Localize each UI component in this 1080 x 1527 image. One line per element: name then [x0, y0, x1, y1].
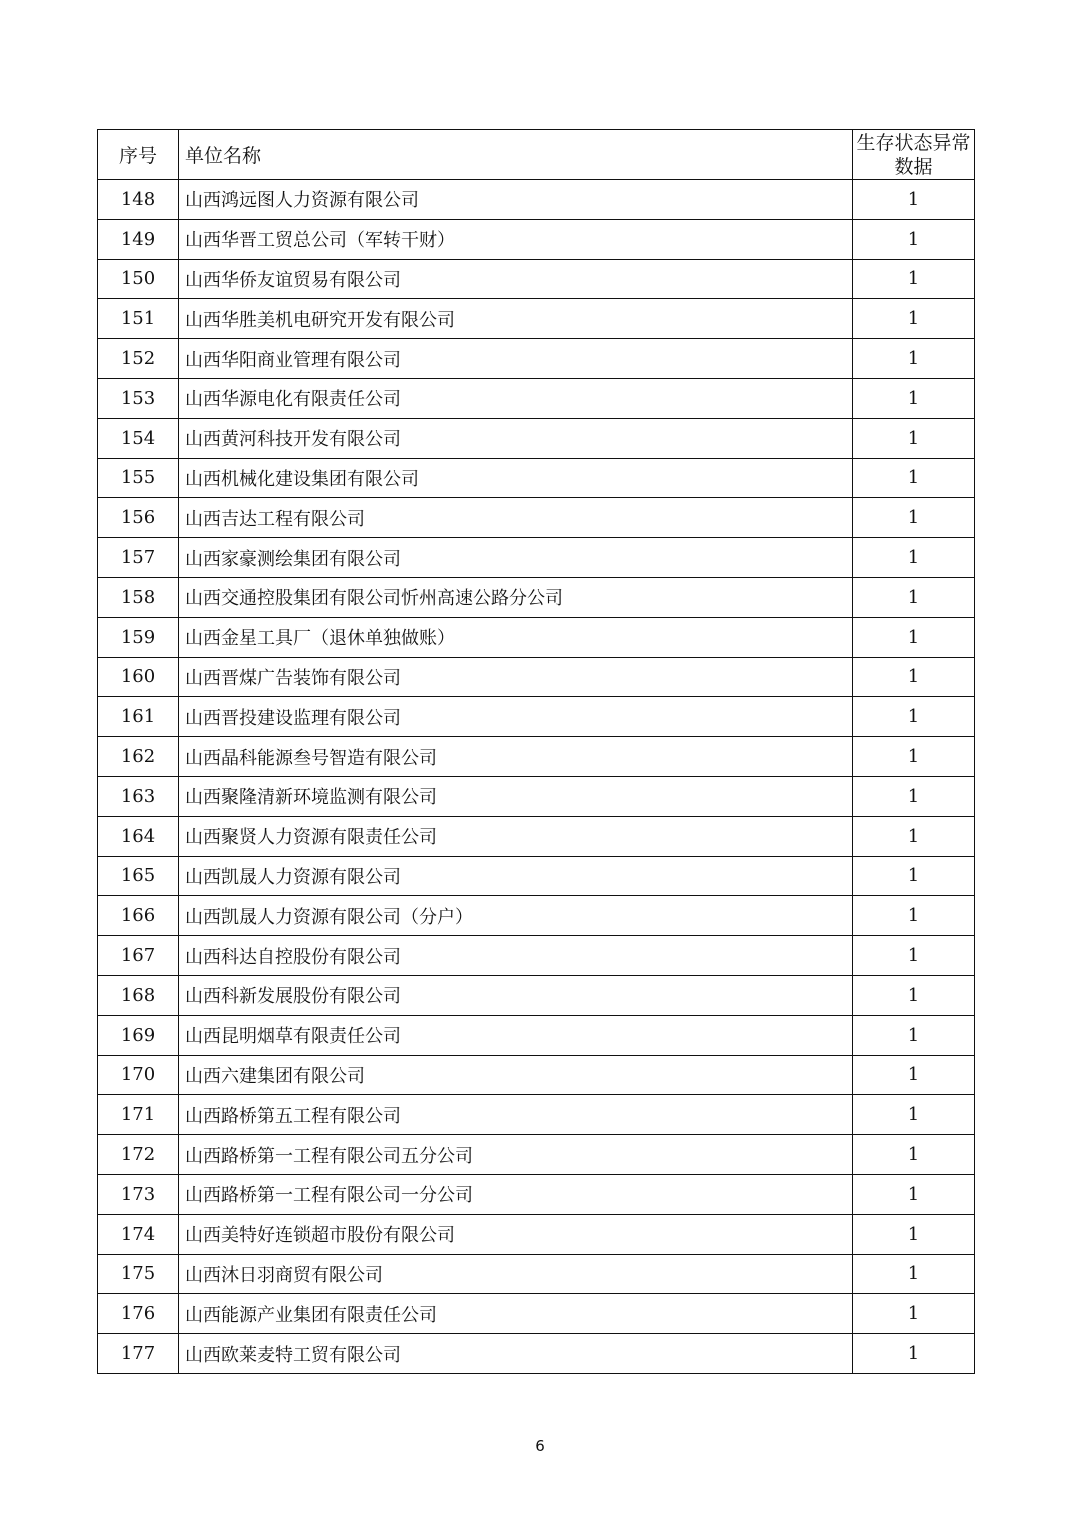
row-name: 山西昆明烟草有限责任公司 [179, 1015, 853, 1055]
table-row [98, 1135, 975, 1175]
row-value: 1 [853, 538, 975, 578]
page-number: 6 [535, 1437, 545, 1455]
row-name: 山西机械化建设集团有限公司 [179, 458, 853, 498]
table-row [98, 896, 975, 936]
row-value: 1 [853, 1254, 975, 1294]
row-index: 171 [98, 1095, 179, 1135]
row-value: 1 [853, 737, 975, 777]
table-row [98, 1015, 975, 1055]
row-value: 1 [853, 1055, 975, 1095]
table-row [98, 339, 975, 379]
table-row [98, 259, 975, 299]
table-row [98, 1055, 975, 1095]
header-index: 序号 [98, 130, 179, 180]
row-name: 山西鸿远图人力资源有限公司 [179, 180, 853, 220]
row-value: 1 [853, 975, 975, 1015]
row-name: 山西交通控股集团有限公司忻州高速公路分公司 [179, 577, 853, 617]
row-index: 164 [98, 816, 179, 856]
row-value: 1 [853, 1095, 975, 1135]
row-name: 山西六建集团有限公司 [179, 1055, 853, 1095]
row-name: 山西凯晟人力资源有限公司（分户） [179, 896, 853, 936]
row-index: 158 [98, 577, 179, 617]
table-row [98, 816, 975, 856]
row-value: 1 [853, 776, 975, 816]
row-index: 154 [98, 418, 179, 458]
row-index: 149 [98, 219, 179, 259]
row-name: 山西金星工具厂（退休单独做账） [179, 617, 853, 657]
row-value: 1 [853, 418, 975, 458]
row-name: 山西晋投建设监理有限公司 [179, 697, 853, 737]
table-row [98, 538, 975, 578]
row-index: 153 [98, 378, 179, 418]
row-index: 155 [98, 458, 179, 498]
table-row [98, 1214, 975, 1254]
row-index: 160 [98, 657, 179, 697]
table-row [98, 737, 975, 777]
row-index: 163 [98, 776, 179, 816]
row-value: 1 [853, 856, 975, 896]
row-value: 1 [853, 697, 975, 737]
row-index: 173 [98, 1174, 179, 1214]
table-row [98, 617, 975, 657]
table-row [98, 418, 975, 458]
row-index: 177 [98, 1334, 179, 1374]
row-name: 山西欧莱麦特工贸有限公司 [179, 1334, 853, 1374]
table-row [98, 458, 975, 498]
row-value: 1 [853, 617, 975, 657]
row-name: 山西路桥第五工程有限公司 [179, 1095, 853, 1135]
row-name: 山西华源电化有限责任公司 [179, 378, 853, 418]
row-value: 1 [853, 219, 975, 259]
row-value: 1 [853, 299, 975, 339]
table-row [98, 1095, 975, 1135]
row-index: 175 [98, 1254, 179, 1294]
row-index: 156 [98, 498, 179, 538]
row-index: 152 [98, 339, 179, 379]
table-row [98, 1174, 975, 1214]
row-index: 159 [98, 617, 179, 657]
row-name: 山西华晋工贸总公司（军转干财） [179, 219, 853, 259]
table-row [98, 577, 975, 617]
row-index: 150 [98, 259, 179, 299]
table-row [98, 1254, 975, 1294]
row-name: 山西沐日羽商贸有限公司 [179, 1254, 853, 1294]
table-row [98, 657, 975, 697]
row-index: 170 [98, 1055, 179, 1095]
row-name: 山西聚隆清新环境监测有限公司 [179, 776, 853, 816]
table-row [98, 180, 975, 220]
table-body [98, 180, 975, 1374]
row-name: 山西能源产业集团有限责任公司 [179, 1294, 853, 1334]
header-name: 单位名称 [179, 130, 853, 180]
row-index: 162 [98, 737, 179, 777]
row-name: 山西科新发展股份有限公司 [179, 975, 853, 1015]
table-row [98, 299, 975, 339]
row-name: 山西晶科能源叁号智造有限公司 [179, 737, 853, 777]
table-row [98, 975, 975, 1015]
row-index: 166 [98, 896, 179, 936]
row-value: 1 [853, 378, 975, 418]
row-value: 1 [853, 1174, 975, 1214]
table-row [98, 378, 975, 418]
row-value: 1 [853, 180, 975, 220]
table-row [98, 219, 975, 259]
row-value: 1 [853, 1214, 975, 1254]
row-name: 山西晋煤广告装饰有限公司 [179, 657, 853, 697]
row-value: 1 [853, 1294, 975, 1334]
row-value: 1 [853, 259, 975, 299]
row-value: 1 [853, 498, 975, 538]
row-name: 山西聚贤人力资源有限责任公司 [179, 816, 853, 856]
table-row [98, 776, 975, 816]
row-name: 山西华胜美机电研究开发有限公司 [179, 299, 853, 339]
header-value: 生存状态异常数据 [853, 130, 975, 180]
row-index: 151 [98, 299, 179, 339]
row-name: 山西路桥第一工程有限公司一分公司 [179, 1174, 853, 1214]
row-index: 174 [98, 1214, 179, 1254]
row-value: 1 [853, 896, 975, 936]
table-row [98, 936, 975, 976]
row-value: 1 [853, 577, 975, 617]
row-name: 山西科达自控股份有限公司 [179, 936, 853, 976]
row-index: 176 [98, 1294, 179, 1334]
row-value: 1 [853, 1015, 975, 1055]
row-value: 1 [853, 1135, 975, 1175]
row-index: 169 [98, 1015, 179, 1055]
row-value: 1 [853, 816, 975, 856]
row-value: 1 [853, 657, 975, 697]
row-index: 148 [98, 180, 179, 220]
row-index: 165 [98, 856, 179, 896]
row-index: 168 [98, 975, 179, 1015]
row-index: 161 [98, 697, 179, 737]
row-value: 1 [853, 1334, 975, 1374]
row-index: 157 [98, 538, 179, 578]
row-name: 山西家豪测绘集团有限公司 [179, 538, 853, 578]
table-row [98, 697, 975, 737]
row-name: 山西凯晟人力资源有限公司 [179, 856, 853, 896]
row-name: 山西华侨友谊贸易有限公司 [179, 259, 853, 299]
table-row [98, 498, 975, 538]
table-header-row [98, 130, 975, 180]
row-value: 1 [853, 936, 975, 976]
row-index: 172 [98, 1135, 179, 1175]
row-value: 1 [853, 458, 975, 498]
row-name: 山西吉达工程有限公司 [179, 498, 853, 538]
row-name: 山西路桥第一工程有限公司五分公司 [179, 1135, 853, 1175]
row-name: 山西黄河科技开发有限公司 [179, 418, 853, 458]
row-name: 山西华阳商业管理有限公司 [179, 339, 853, 379]
table-row [98, 856, 975, 896]
data-table [97, 129, 975, 1374]
table-row [98, 1294, 975, 1334]
row-index: 167 [98, 936, 179, 976]
table-row [98, 1334, 975, 1374]
row-value: 1 [853, 339, 975, 379]
row-name: 山西美特好连锁超市股份有限公司 [179, 1214, 853, 1254]
